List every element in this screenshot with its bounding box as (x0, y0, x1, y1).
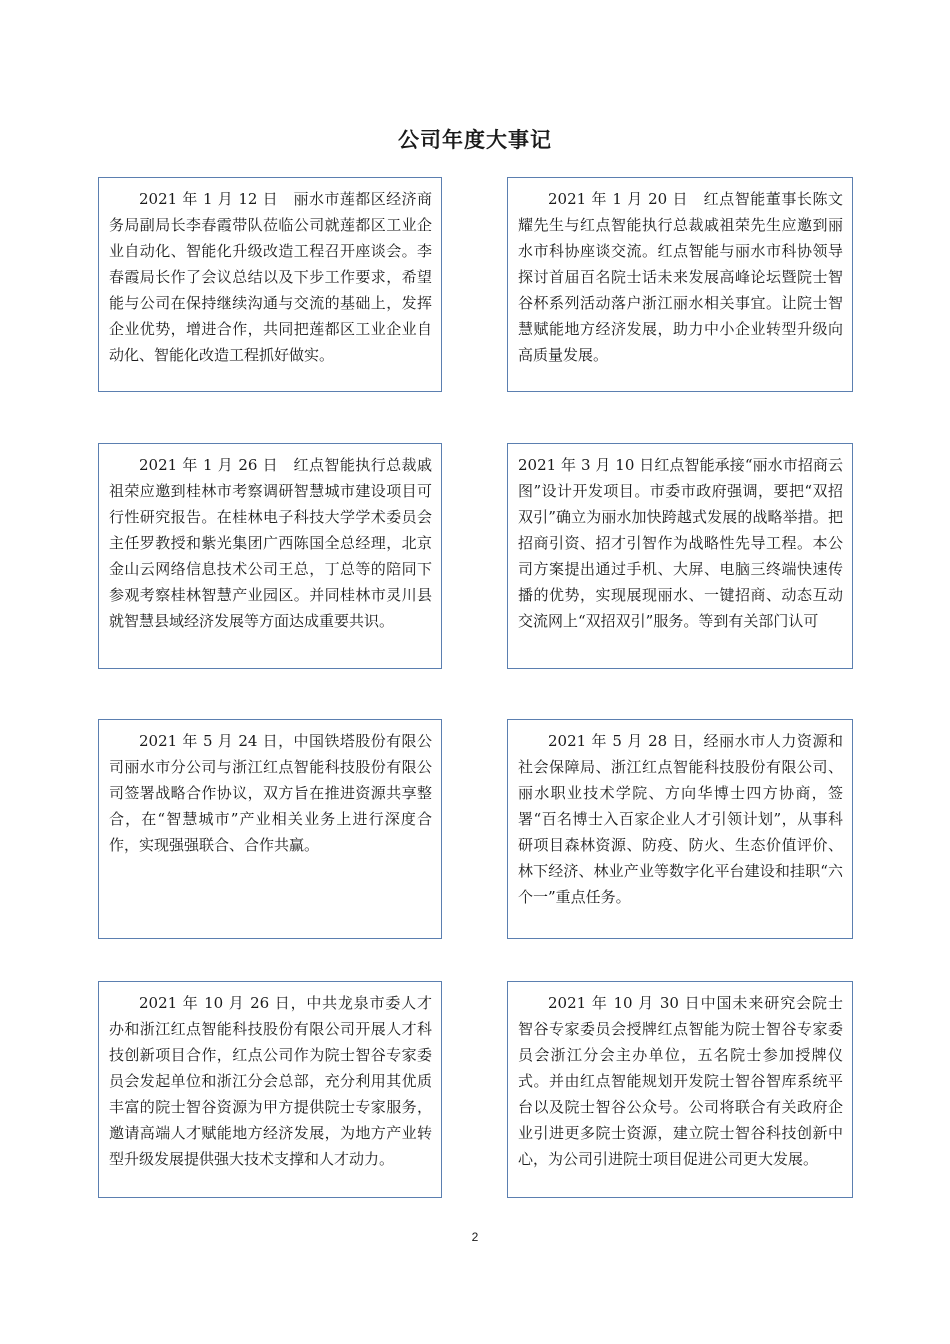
event-box-jan-26 (98, 443, 442, 669)
event-text: 2021 年 1 月 12 日 丽水市莲都区经济商务局副局长李春霞带队莅临公司就莲都区工业企业自动化、智能化升级改造工程召开座谈会。李春霞局长作了会议总结以及下步工作要求，希望能与公司在保持继续沟通与交流的基础上，发挥企业优势，增进合作，共同把莲都区工业企业自动化、智能化改造工程抓好做实。 (109, 190, 432, 364)
page-number: 2 (471, 1230, 479, 1244)
page-title: 公司年度大事记 (398, 128, 552, 152)
event-text: 2021 年 1 月 20 日 红点智能董事长陈文耀先生与红点智能执行总裁戚祖荣先生应邀到丽水市科协座谈交流。红点智能与丽水市科协领导探讨首届百名院士话未来发展高峰论坛暨院士智谷杯系列活动落户浙江丽水相关事宜。让院士智慧赋能地方经济发展，助力中小企业转型升级向高质量发展。 (518, 190, 843, 364)
event-box-oct-26 (98, 981, 442, 1198)
event-text: 2021 年 5 月 28 日，经丽水市人力资源和社会保障局、浙江红点智能科技股份有限公司、丽水职业技术学院、方向华博士四方协商，签署“百名博士入百家企业人才引领计划”，从事科研项目森林资源、防疫、防火、生态价值评价、林下经济、林业产业等数字化平台建设和挂职“六个一”重点任务。 (518, 732, 843, 906)
event-text: 2021 年 10 月 26 日，中共龙泉市委人才办和浙江红点智能科技股份有限公司开展人才科技创新项目合作，红点公司作为院士智谷专家委员会发起单位和浙江分会总部，充分利用其优质丰富的院士智谷资源为甲方提供院士专家服务，邀请高端人才赋能地方经济发展，为地方产业转型升级发展提供强大技术支撑和人才动力。 (109, 994, 432, 1168)
event-box-may-24 (98, 719, 442, 939)
event-text: 2021 年 1 月 26 日 红点智能执行总裁戚祖荣应邀到桂林市考察调研智慧城市建设项目可行性研究报告。在桂林电子科技大学学术委员会主任罗教授和紫光集团广西陈国全总经理，北京金山云网络信息技术公司王总，丁总等的陪同下参观考察桂林智慧产业园区。并同桂林市灵川县就智慧县域经济发展等方面达成重要共识。 (109, 456, 432, 630)
event-text: 2021 年 5 月 24 日，中国铁塔股份有限公司丽水市分公司与浙江红点智能科技股份有限公司签署战略合作协议，双方旨在推进资源共享整合，在“智慧城市”产业相关业务上进行深度合作，实现强强联合、合作共赢。 (109, 732, 432, 854)
event-text: 2021 年 3 月 10 日红点智能承接“丽水市招商云图”设计开发项目。市委市政府强调，要把“双招双引”确立为丽水加快跨越式发展的战略举措。把招商引资、招才引智作为战略性先导工程。本公司方案提出通过手机、大屏、电脑三终端快速传播的优势，实现展现丽水、一键招商、动态互动交流网上“双招双引”服务。等到有关部门认可 (518, 456, 843, 630)
event-box-mar-10 (507, 443, 853, 669)
event-box-jan-12 (98, 177, 442, 392)
event-box-jan-20 (507, 177, 853, 392)
event-box-oct-30 (507, 981, 853, 1198)
event-box-may-28 (507, 719, 853, 939)
event-text: 2021 年 10 月 30 日中国未来研究会院士智谷专家委员会授牌红点智能为院士智谷专家委员会浙江分会主办单位，五名院士参加授牌仪式。并由红点智能规划开发院士智谷智库系统平台以及院士智谷公众号。公司将联合有关政府企业引进更多院士资源，建立院士智谷科技创新中心，为公司引进院士项目促进公司更大发展。 (518, 994, 843, 1168)
